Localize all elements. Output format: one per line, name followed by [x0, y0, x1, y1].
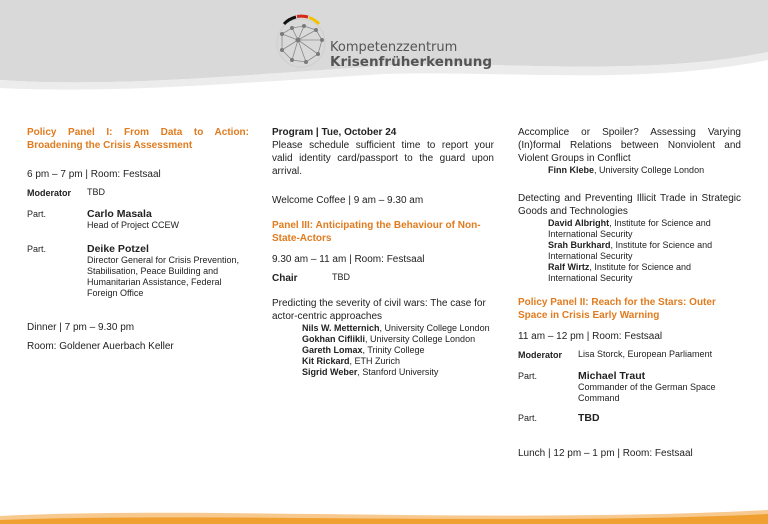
moderator-row — [27, 187, 249, 200]
participant-name: TBD — [578, 412, 600, 424]
chair-row — [272, 272, 494, 285]
moderator-label: Moderator — [27, 188, 72, 198]
speaker-list — [518, 218, 741, 284]
chair-label: Chair — [272, 273, 298, 284]
speaker-item: Finn Klebe, University College London — [548, 165, 705, 175]
participant-name: Carlo Masala — [87, 208, 152, 220]
moderator-value: Lisa Storck, European Parliament — [578, 349, 713, 359]
participant-role: Commander of the German Space Command — [578, 382, 716, 403]
panel-3-title: Panel III: Anticipating the Behaviour of Non-State-Actors — [272, 220, 481, 244]
participant-row — [518, 370, 741, 404]
speaker-item: Srah Burkhard, Institute for Science and International Security — [548, 240, 713, 261]
panel-2-time: 11 am – 12 pm | Room: Festsaal — [518, 331, 663, 342]
participant-role: Director General for Crisis Prevention, Stabilisation, Peace Building and Humanitarian Assistance, Federal Foreign Office — [87, 255, 240, 298]
participant-role: Head of Project CCEW — [87, 220, 180, 230]
talk-2-title: Detecting and Preventing Illicit Trade in Strategic Goods and Technologies — [518, 193, 741, 217]
lunch-time: Lunch | 12 pm – 1 pm | Room: Festsaal — [518, 448, 693, 459]
talk-1-title: Accomplice or Spoiler? Assessing Varying (In)formal Relations between Nonviolent and Violent Groups in Conflict — [518, 127, 741, 164]
program-note: Please schedule sufficient time to report your valid identity card/passport to the guard upon arrival. — [272, 140, 494, 177]
moderator-label: Moderator — [518, 350, 563, 360]
speaker-item: Sigrid Weber, Stanford University — [302, 367, 439, 377]
talk-title: Predicting the severity of civil wars: The case for actor-centric approaches — [272, 298, 486, 322]
moderator-value: TBD — [87, 187, 105, 197]
participant-name: Deike Potzel — [87, 243, 149, 255]
participant-row — [518, 412, 741, 425]
participant-label: Part. — [518, 413, 538, 423]
chair-value: TBD — [332, 272, 350, 282]
column-3 — [518, 126, 741, 460]
panel-1-time: 6 pm – 7 pm | Room: Festsaal — [27, 169, 161, 180]
welcome-coffee: Welcome Coffee | 9 am – 9.30 am — [272, 195, 424, 206]
policy-panel-1-title: Policy Panel I: From Data to Action: Broadening the Crisis Assessment — [27, 127, 249, 151]
moderator-row — [518, 349, 741, 362]
speaker-item: Gareth Lomax, Trinity College — [302, 345, 425, 355]
speaker-item: Nils W. Metternich, University College London — [302, 323, 490, 333]
logo-line-2: Krisenfrüherkennung — [330, 54, 492, 70]
column-2 — [272, 126, 494, 378]
participant-label: Part. — [27, 244, 47, 254]
participant-label: Part. — [27, 209, 47, 219]
speaker-list — [272, 323, 494, 378]
speaker-item: Ralf Wirtz, Institute for Science and International Security — [548, 262, 691, 283]
speaker-item: David Albright, Institute for Science and International Security — [548, 218, 711, 239]
column-1 — [27, 126, 249, 353]
footer-wave — [0, 504, 768, 524]
participant-name: Michael Traut — [578, 370, 646, 382]
logo-line-1: Kompetenzzentrum — [330, 40, 458, 55]
globe-logo-icon — [270, 10, 332, 72]
policy-panel-2-title: Policy Panel II: Reach for the Stars: Outer Space in Crisis Early Warning — [518, 297, 716, 321]
participant-row — [27, 243, 249, 299]
dinner-room: Room: Goldener Auerbach Keller — [27, 341, 174, 352]
dinner-time: Dinner | 7 pm – 9.30 pm — [27, 322, 135, 333]
participant-label: Part. — [518, 371, 538, 381]
program-title: Program | Tue, October 24 — [272, 127, 397, 138]
speaker-item: Kit Rickard, ETH Zurich — [302, 356, 401, 366]
panel-3-time: 9.30 am – 11 am | Room: Festsaal — [272, 254, 425, 265]
participant-row — [27, 208, 249, 231]
speaker-item: Gokhan Ciflikli, University College London — [302, 334, 476, 344]
logo-text — [330, 40, 492, 70]
